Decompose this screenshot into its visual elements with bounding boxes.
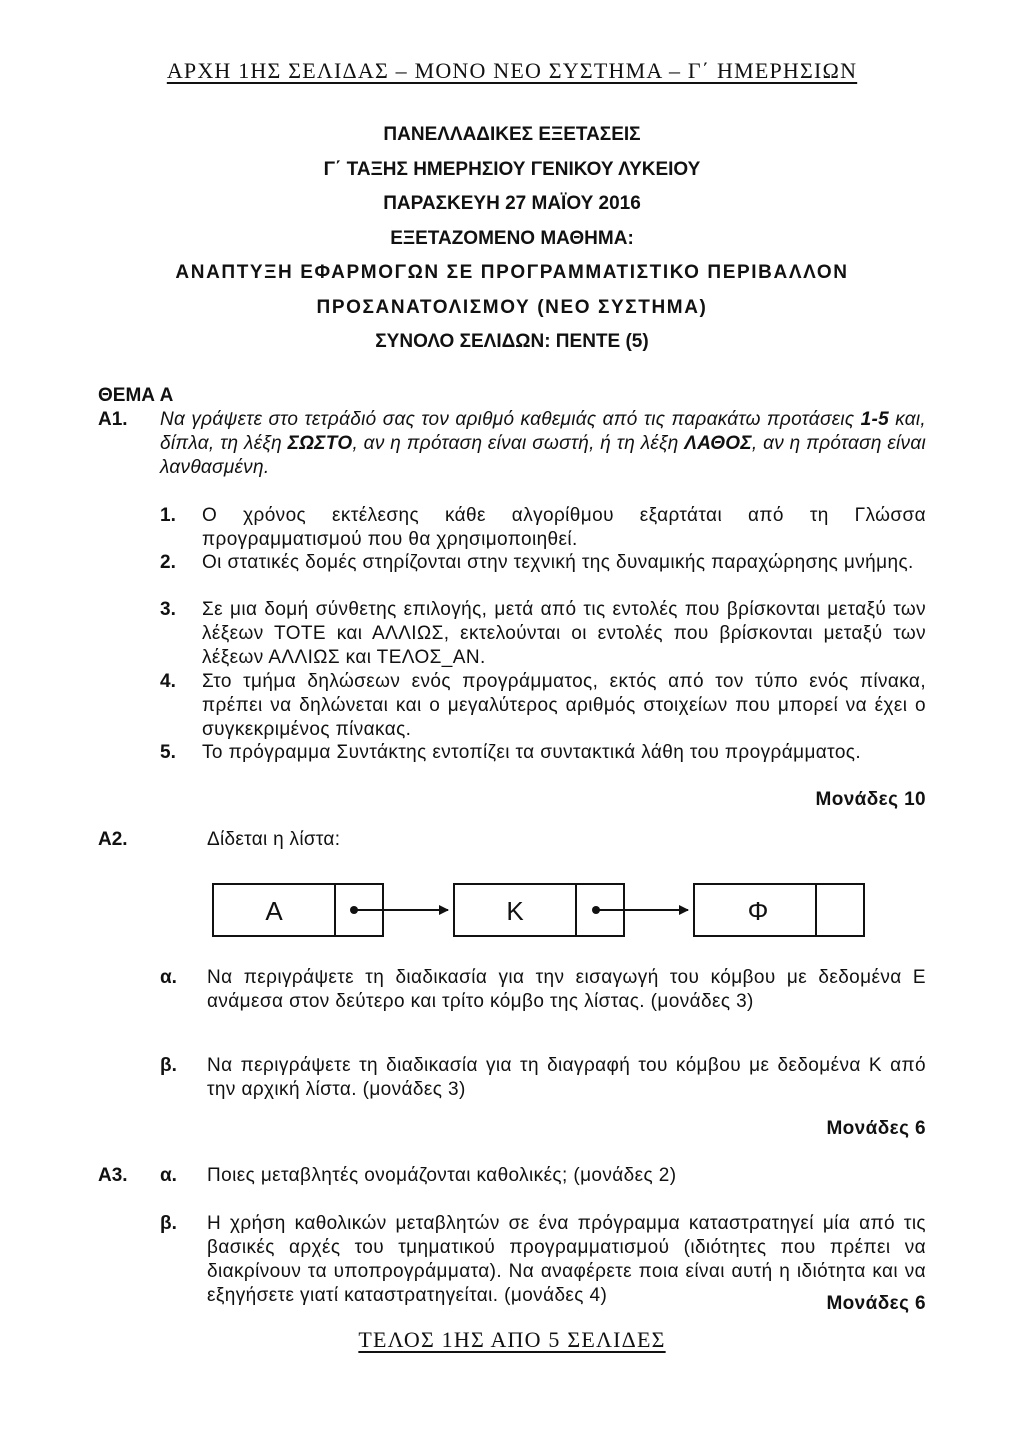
a1-intro-part-1: Να γράψετε στο τετράδιό σας τον αριθμό καθεμιάς από τις παρακάτω προτάσεις bbox=[160, 409, 861, 430]
a3-alpha-text: Ποιες μεταβλητές ονομάζονται καθολικές; (μονάδες 2) bbox=[207, 1165, 677, 1186]
a1-item-3-number: 3. bbox=[160, 599, 176, 620]
a2-marks: Μονάδες 6 bbox=[826, 1118, 926, 1139]
a1-intro-part-2: και, δίπλα, τη λέξη bbox=[160, 409, 927, 454]
a1-marks: Μονάδες 10 bbox=[815, 789, 926, 810]
title-line-4: ΕΞΕΤΑΖΟΜΕΝΟ ΜΑΘΗΜΑ: bbox=[390, 227, 634, 249]
title-line-5: ΑΝΑΠΤΥΞΗ ΕΦΑΡΜΟΓΩΝ ΣΕ ΠΡΟΓΡΑΜΜΑΤΙΣΤΙΚΟ ΠΕΡΙΒΑΛΛΟΝ bbox=[175, 262, 849, 283]
page-header-text: ΑΡΧΗ 1ΗΣ ΣΕΛΙΔΑΣ – ΜΟΝΟ ΝΕΟ ΣΥΣΤΗΜΑ – Γ΄ ΗΜΕΡΗΣΙΩΝ bbox=[166, 58, 858, 83]
a2-alpha-text: Να περιγράψετε τη διαδικασία για την εισαγωγή του κόμβου με δεδομένα Ε ανάμεσα στον δεύτερο και τρίτο κόμβο της λίστας. (μονάδες 3) bbox=[207, 967, 926, 1012]
a1-item-4-text: Στο τμήμα δηλώσεων ενός προγράμματος, εκτός από τον τύπο ενός πίνακα, πρέπει να δηλώνεται και ο μεγαλύτερος αριθμός στοιχείων που μπορεί να έχει ο συγκεκριμένος πίνακας. bbox=[202, 671, 926, 740]
title-line-6: ΠΡΟΣΑΝΑΤΟΛΙΣΜΟΥ (ΝΕΟ ΣΥΣΤΗΜΑ) bbox=[316, 296, 708, 318]
a2-beta-label: β. bbox=[160, 1055, 177, 1076]
a1-item-5-number: 5. bbox=[160, 742, 176, 763]
theme-heading: ΘΕΜΑ Α bbox=[98, 385, 174, 406]
list-node-3 bbox=[694, 884, 864, 936]
linked-list-diagram bbox=[212, 882, 872, 940]
a3-beta-text: Η χρήση καθολικών μεταβλητών σε ένα πρόγραμμα καταστρατηγεί μία από τις βασικές αρχές του τμηματικού προγραμματισμού (ιδιότητες που πρέπει να διακρίνουν τα υποπρογράμματα). Να αναφέρετε ποια είναι αυτή η ιδιότητα και να εξηγήσετε γιατί καταστρατηγείται. (μονάδες 4) bbox=[207, 1213, 926, 1306]
a3-alpha-label: α. bbox=[160, 1165, 177, 1186]
a1-intro-bold-3: ΛΑΘΟΣ bbox=[684, 433, 752, 454]
a1-label: Α1. bbox=[98, 409, 128, 430]
page-header bbox=[0, 58, 1024, 84]
list-node-1-data: Α bbox=[265, 896, 283, 926]
title-line-1: ΠΑΝΕΛΛΑΔΙΚΕΣ ΕΞΕΤΑΣΕΙΣ bbox=[383, 124, 641, 145]
a3-label: Α3. bbox=[98, 1165, 128, 1186]
a1-item-1-text: Ο χρόνος εκτέλεσης κάθε αλγορίθμου εξαρτάται από τη Γλώσσα προγραμματισμού που θα χρησιμοποιηθεί. bbox=[202, 505, 926, 550]
a1-intro-part-4: , αν η πρόταση είναι λανθασμένη. bbox=[160, 433, 926, 478]
page-footer bbox=[0, 1327, 1024, 1353]
a1-item-2-number: 2. bbox=[160, 552, 176, 573]
a1-item-5-text: Το πρόγραμμα Συντάκτης εντοπίζει τα συντακτικά λάθη του προγράμματος. bbox=[202, 742, 862, 763]
a1-intro bbox=[160, 408, 926, 480]
title-line-7: ΣΥΝΟΛΟ ΣΕΛΙΔΩΝ: ΠΕΝΤΕ (5) bbox=[375, 331, 649, 352]
a2-label: Α2. bbox=[98, 829, 128, 850]
a1-item-4-number: 4. bbox=[160, 671, 176, 692]
a1-intro-part-3: , αν η πρόταση είναι σωστή, ή τη λέξη bbox=[352, 433, 685, 454]
a1-item-2-text: Οι στατικές δομές στηρίζονται στην τεχνική της δυναμικής παραχώρησης μνήμης. bbox=[202, 552, 914, 573]
a2-intro: Δίδεται η λίστα: bbox=[207, 829, 341, 850]
a2-alpha-label: α. bbox=[160, 967, 177, 988]
page-footer-text: ΤΕΛΟΣ 1ΗΣ ΑΠΟ 5 ΣΕΛΙΔΕΣ bbox=[358, 1327, 666, 1352]
a1-item-1-number: 1. bbox=[160, 505, 176, 526]
title-line-2: Γ΄ ΤΑΞΗΣ ΗΜΕΡΗΣΙΟΥ ΓΕΝΙΚΟΥ ΛΥΚΕΙΟΥ bbox=[323, 158, 701, 180]
exam-title-block bbox=[0, 118, 1024, 360]
a3-beta-label: β. bbox=[160, 1213, 177, 1234]
a2-beta-text: Να περιγράψετε τη διαδικασία για τη διαγραφή του κόμβου με δεδομένα Κ από την αρχική λίστα. (μονάδες 3) bbox=[207, 1055, 926, 1100]
title-line-3: ΠΑΡΑΣΚΕΥΗ 27 ΜΑΪΟΥ 2016 bbox=[383, 193, 641, 214]
list-node-3-data: Φ bbox=[747, 896, 769, 926]
a1-intro-bold-2: ΣΩΣΤΟ bbox=[287, 433, 353, 454]
a1-item-3-text: Σε μια δομή σύνθετης επιλογής, μετά από τις εντολές που βρίσκονται μεταξύ των λέξεων ΤΟΤΕ και ΑΛΛΙΩΣ, εκτελούνται οι εντολές που βρίσκονται μεταξύ των λέξεων ΑΛΛΙΩΣ και ΤΕΛΟΣ_ΑΝ. bbox=[202, 599, 926, 668]
a3-marks: Μονάδες 6 bbox=[826, 1293, 926, 1314]
a1-intro-bold-1: 1-5 bbox=[860, 409, 889, 430]
list-node-2-data: Κ bbox=[506, 896, 524, 926]
